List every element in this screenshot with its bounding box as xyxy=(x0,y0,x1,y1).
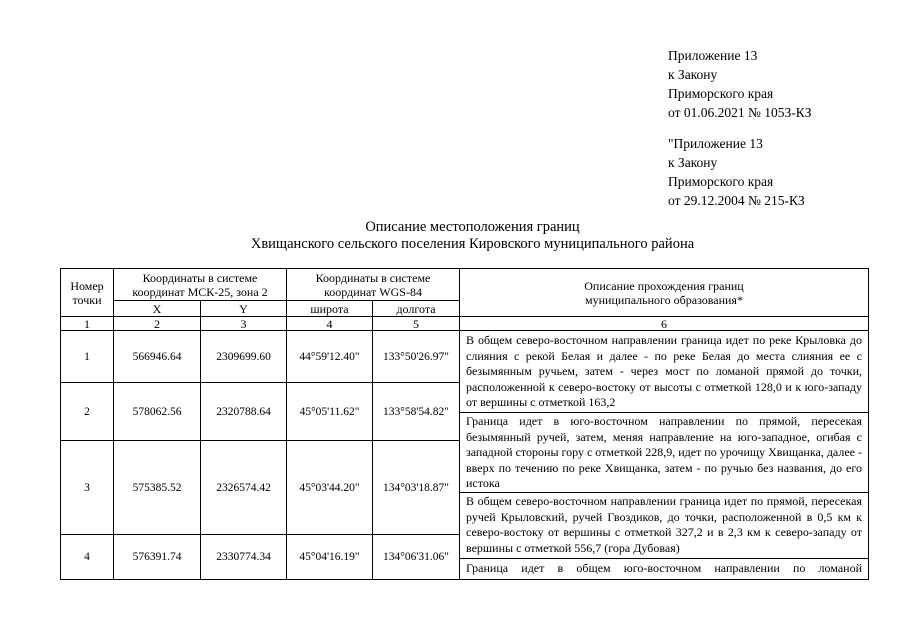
appendix-line: от 01.06.2021 № 1053-КЗ xyxy=(668,105,812,120)
appendix-line: от 29.12.2004 № 215-КЗ xyxy=(668,193,805,208)
longitude: 134°06'31.06" xyxy=(383,551,449,563)
column-number: 4 xyxy=(326,316,333,331)
header-msk-group: Координаты в системе координат МСК-25, зона 2 xyxy=(132,270,268,299)
coord-y: 2326574.42 xyxy=(216,481,271,494)
header-description: Описание прохождения границ муниципального образования* xyxy=(584,278,744,307)
coord-x: 575385.52 xyxy=(132,481,182,494)
header-msk-y: Y xyxy=(239,301,248,316)
column-number: 3 xyxy=(240,316,247,331)
point-number: 1 xyxy=(84,350,90,363)
table-border-bottom xyxy=(60,579,869,580)
coord-y: 2320788.64 xyxy=(216,405,271,418)
appendix-line: Приморского края xyxy=(668,174,774,189)
table-border-right xyxy=(868,268,869,580)
latitude: 45°04'16.19" xyxy=(299,551,360,563)
longitude: 133°58'54.82" xyxy=(383,405,449,418)
column-number: 5 xyxy=(413,316,419,331)
boundary-description: В общем северо-восточном направлении граница идет по прямой, пересекая ручей Крыловский, ручей Гвоздиков, до точки, расположенной в 0,5 км к северо-востоку от вершины с отметкой 327,2 и в 2,3 км к северо-западу от вершины с отметкой 556,7 (гора Дубовая) xyxy=(466,494,862,555)
header-wgs-group: Координаты в системе координат WGS-84 xyxy=(315,270,431,299)
point-number: 2 xyxy=(84,405,90,418)
boundary-description: Граница идет в юго-восточном направлении по прямой, пересекая безымянный ручей, затем, меняя направление на юго-западное, огибая с западной стороны гору с отметкой 228,9, идет по урочищу Хвищанка, далее - вверх по течению по реке Хвищанка, затем - по ручью без названия, до его истока xyxy=(466,414,862,490)
document-title: Описание местоположения границ xyxy=(365,219,580,235)
desc-separator xyxy=(459,558,869,559)
point-number: 4 xyxy=(84,551,90,563)
point-number: 3 xyxy=(84,481,90,494)
appendix-line: "Приложение 13 xyxy=(668,136,763,151)
header-wgs-lat: широта xyxy=(310,301,349,316)
header-msk-x: X xyxy=(152,301,162,316)
longitude: 133°50'26.97" xyxy=(383,350,449,363)
header-wgs-lon: долгота xyxy=(396,301,436,316)
appendix-line: Приложение 13 xyxy=(668,48,758,63)
coord-x: 578062.56 xyxy=(132,405,182,418)
column-number: 1 xyxy=(84,316,90,331)
latitude: 45°03'44.20" xyxy=(299,481,360,494)
coord-x: 576391.74 xyxy=(132,551,182,563)
boundary-description: Граница идет в общем юго-восточном направлении по ломаной xyxy=(466,561,862,575)
coord-y: 2309699.60 xyxy=(216,350,271,363)
latitude: 45°05'11.62" xyxy=(299,405,360,418)
appendix-line: Приморского края xyxy=(668,86,774,101)
latitude: 44°59'12.40" xyxy=(299,350,360,363)
desc-separator xyxy=(459,492,869,493)
header-point-no: Номер точки xyxy=(70,278,104,307)
appendix-current-header xyxy=(668,46,812,122)
boundary-description: В общем северо-восточном направлении граница идет по реке Крыловка до слияния с рекой Белая и далее - по реке Белая до места слияния ее с безымянным ручьем, затем - через мост по ломаной прямой до точки, расположенной к северо-востоку от высоты с отметкой 128,0 и к юго-западу от вершины с отметкой 163,2 xyxy=(466,333,862,409)
column-number: 2 xyxy=(154,316,160,331)
coord-x: 566946.64 xyxy=(132,350,182,363)
column-number: 6 xyxy=(661,316,667,331)
appendix-line: к Закону xyxy=(668,67,718,82)
desc-separator xyxy=(459,412,869,413)
appendix-original-header xyxy=(668,134,805,210)
coord-y: 2330774.34 xyxy=(216,551,271,563)
appendix-line: к Закону xyxy=(668,155,718,170)
longitude: 134°03'18.87" xyxy=(383,481,449,494)
document-subtitle: Хвищанского сельского поселения Кировского муниципального района xyxy=(250,236,695,252)
